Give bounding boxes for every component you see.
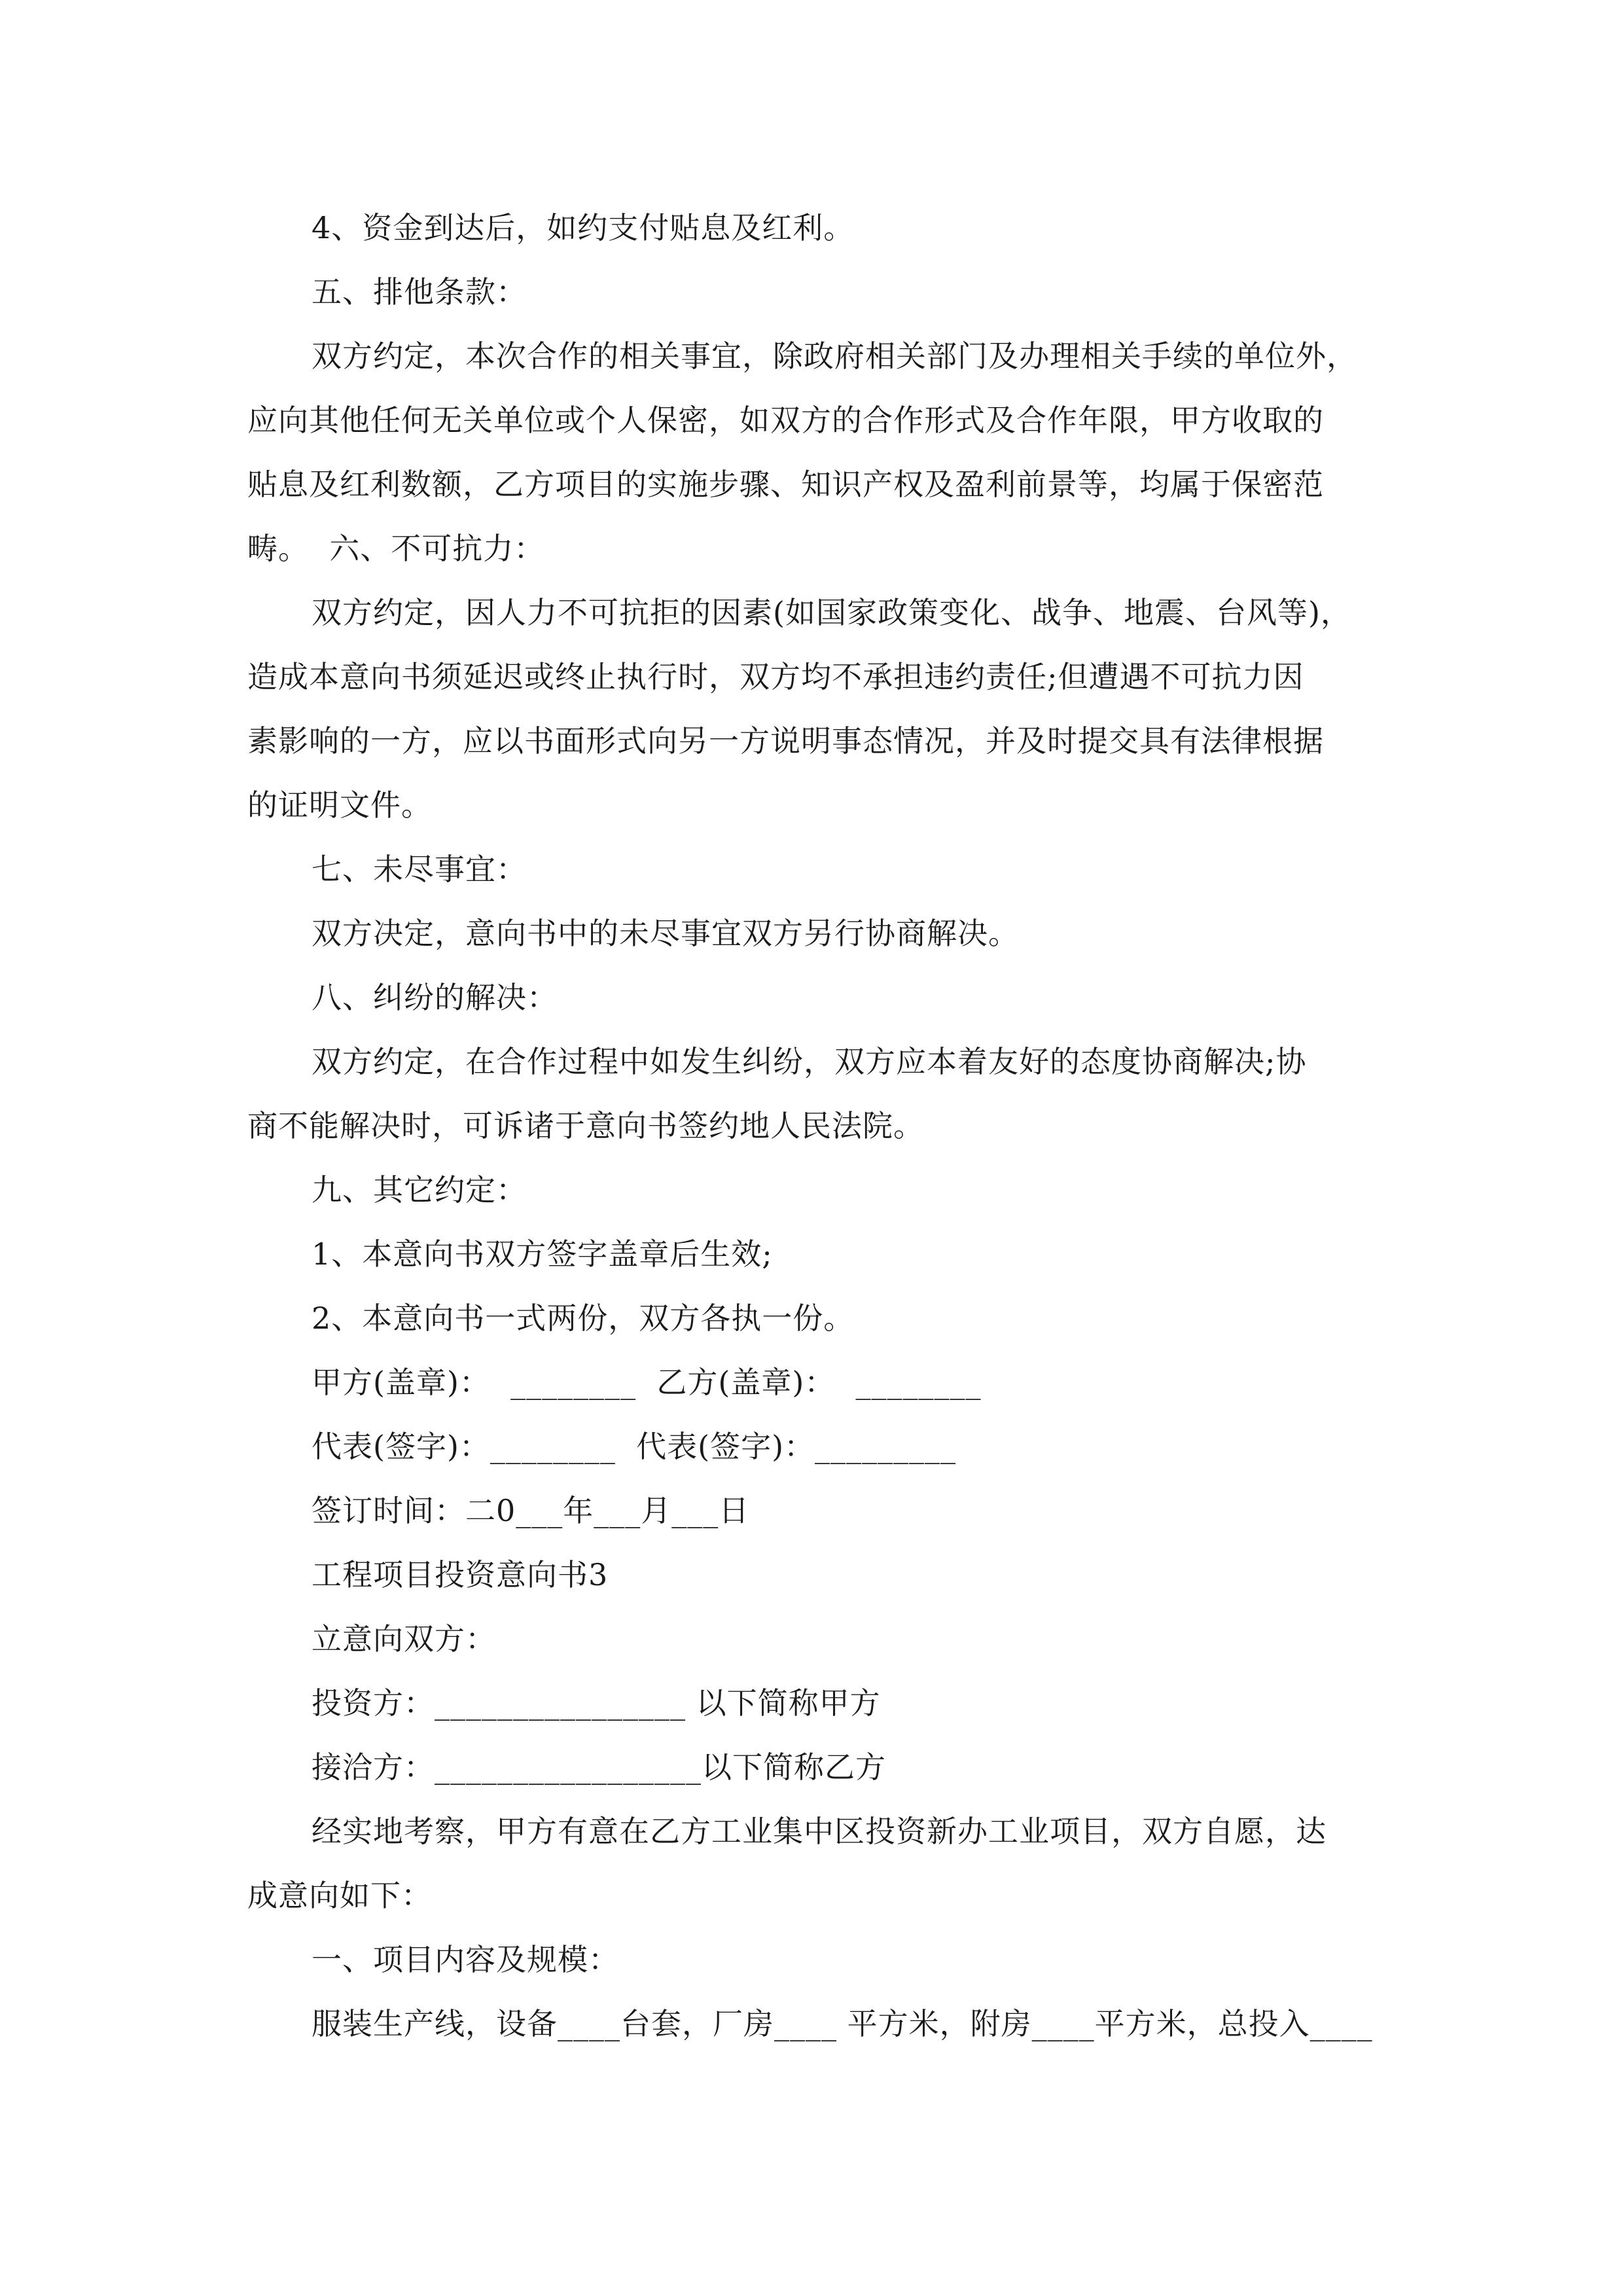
paragraph-line: 应向其他任何无关单位或个人保密，如双方的合作形式及合作年限，甲方收取的 [247,403,1324,438]
party-line: 投资方：________________ 以下简称甲方 [312,1685,881,1721]
paragraph-line: 素影响的一方，应以书面形式向另一方说明事态情况，并及时提交具有法律根据 [247,723,1324,759]
section-heading: 九、其它约定： [312,1172,527,1208]
paragraph-line: 2、本意向书一式两份，双方各执一份。 [312,1300,855,1336]
section-heading: 七、未尽事宜： [312,852,527,887]
paragraph-line: 经实地考察，甲方有意在乙方工业集中区投资新办工业项目，双方自愿，达 [312,1814,1327,1849]
paragraph-line: 商不能解决时，可诉诸于意向书签约地人民法院。 [247,1108,924,1143]
signature-line: 代表(签字)：________ 代表(签字)：_________ [312,1429,957,1464]
paragraph-line: 成意向如下： [247,1878,432,1913]
section-heading: 八、纠纷的解决： [312,980,558,1015]
paragraph-line: 双方约定，在合作过程中如发生纠纷，双方应本着友好的态度协商解决;协 [312,1044,1307,1079]
paragraph-line: 1、本意向书双方签字盖章后生效; [312,1236,773,1272]
paragraph-line: 4、资金到达后，如约支付贴息及红利。 [312,210,855,245]
signature-line: 甲方(盖章)： ________ 乙方(盖章)： ________ [312,1365,982,1400]
paragraph-line: 服装生产线，设备____台套，厂房____ 平方米，附房____平方米，总投入____ [312,2006,1373,2041]
document-title: 工程项目投资意向书3 [312,1557,609,1592]
paragraph-line: 立意向双方： [312,1621,496,1657]
paragraph-line: 双方约定，因人力不可抗拒的因素(如国家政策变化、战争、地震、台风等)， [312,595,1351,630]
paragraph-line: 的证明文件。 [247,787,432,823]
paragraph-line: 双方决定，意向书中的未尽事宜双方另行协商解决。 [312,916,1019,951]
section-heading: 五、排他条款： [312,274,527,310]
paragraph-line: 造成本意向书须延迟或终止执行时，双方均不承担违约责任;但遭遇不可抗力因 [247,659,1304,694]
paragraph-line: 贴息及红利数额，乙方项目的实施步骤、知识产权及盈利前景等，均属于保密范 [247,467,1324,502]
paragraph-line: 双方约定，本次合作的相关事宜，除政府相关部门及办理相关手续的单位外， [312,338,1357,374]
party-line: 接洽方：_________________以下简称乙方 [312,1749,886,1785]
paragraph-line: 畴。 六、不可抗力： [247,531,545,566]
section-heading: 一、项目内容及规模： [312,1942,619,1977]
date-line: 签订时间：二0___年___月___日 [312,1493,750,1528]
